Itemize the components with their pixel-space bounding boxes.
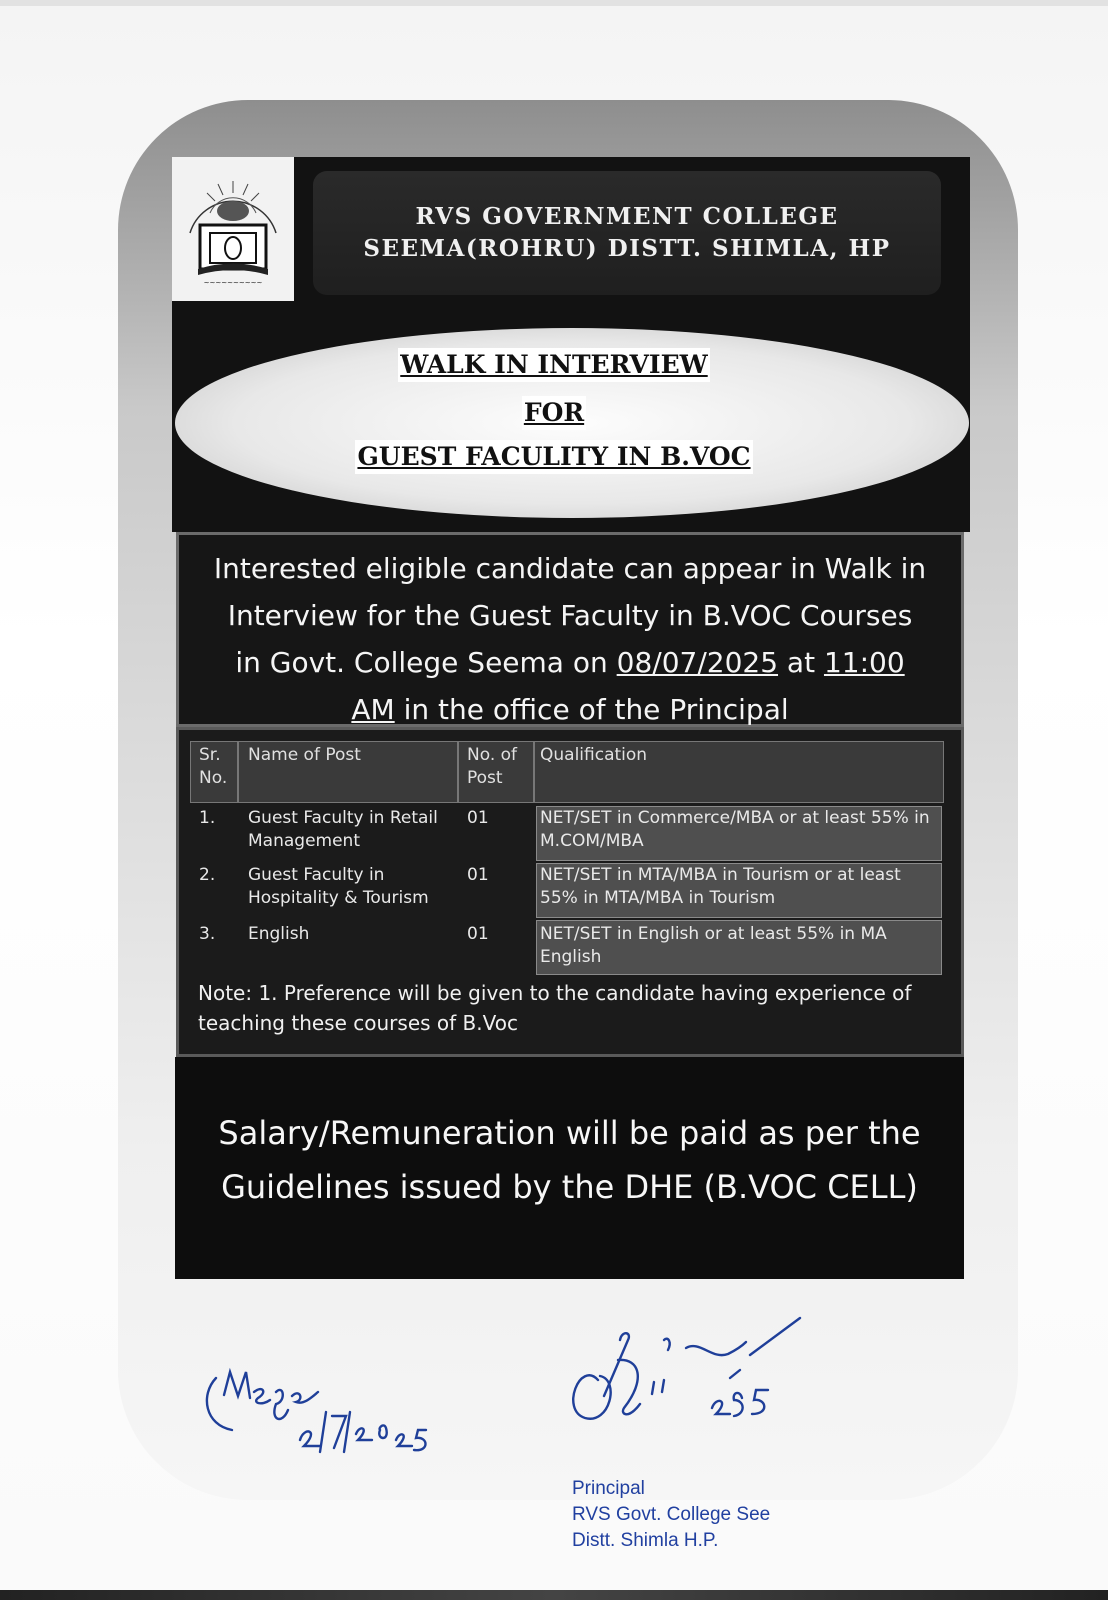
stamp-line-2: RVS Govt. College See xyxy=(572,1504,771,1525)
table-row-1-post: Guest Faculty in Retail Management xyxy=(248,808,438,851)
svg-text:~~~~~~~~~~: ~~~~~~~~~~ xyxy=(203,279,263,287)
announcement-place: in the office of the Principal xyxy=(394,693,789,726)
table-row-2-qualification: NET/SET in MTA/MBA in Tourism or at least 55% in MTA/MBA in Tourism xyxy=(540,865,901,908)
stamp-line-3: Distt. Shimla H.P. xyxy=(572,1530,719,1551)
principal-stamp xyxy=(572,1476,770,1554)
table-row-3-sr: 3. xyxy=(199,924,216,944)
column-header-count: No. of Post xyxy=(467,745,518,788)
banner-subtitle: GUEST FACULITY IN B.VOC xyxy=(355,440,752,474)
announcement-at: at xyxy=(778,646,824,679)
column-header-sr: Sr. No. xyxy=(199,745,228,788)
college-address: SEEMA(ROHRU) DISTT. SHIMLA, HP xyxy=(363,235,891,262)
table-row-2-post: Guest Faculty in Hospitality & Tourism xyxy=(248,865,429,908)
table-row-3-count: 01 xyxy=(467,924,489,944)
table-row-1-count: 01 xyxy=(467,808,489,828)
table-row-2-count: 01 xyxy=(467,865,489,885)
interview-time-suffix: AM xyxy=(351,693,395,726)
column-header-qualification: Qualification xyxy=(540,745,648,765)
salary-line-1: Salary/Remuneration will be paid as per the xyxy=(218,1114,921,1152)
stamp-line-1: Principal xyxy=(572,1478,645,1499)
table-row-1-sr: 1. xyxy=(199,808,216,828)
interview-time: 11:00 xyxy=(823,646,905,679)
preference-note: Note: 1. Preference will be given to the candidate having experience of teaching these courses of B.Voc xyxy=(198,981,912,1035)
table-row-2-sr: 2. xyxy=(199,865,216,885)
announcement-venue: in Govt. College Seema on xyxy=(235,646,617,679)
banner-for: FOR xyxy=(522,396,586,430)
table-row-3-qualification: NET/SET in English or at least 55% in MA English xyxy=(540,924,887,967)
right-signature xyxy=(573,1318,800,1419)
column-header-post: Name of Post xyxy=(248,745,361,765)
left-signature xyxy=(207,1372,426,1452)
announcement-line-1: Interested eligible candidate can appear in Walk in xyxy=(213,552,927,585)
banner-title: WALK IN INTERVIEW xyxy=(398,348,709,382)
scan-edge-bottom xyxy=(0,1590,1108,1600)
announcement-line-2: Interview for the Guest Faculty in B.VOC Courses xyxy=(227,599,913,632)
college-name: RVS GOVERNMENT COLLEGE xyxy=(415,203,839,230)
salary-line-2: Guidelines issued by the DHE (B.VOC CELL) xyxy=(221,1168,918,1206)
interview-date: 08/07/2025 xyxy=(616,646,779,679)
table-row-3-post: English xyxy=(248,924,310,944)
table-row-1-qualification: NET/SET in Commerce/MBA or at least 55% in M.COM/MBA xyxy=(540,808,930,851)
